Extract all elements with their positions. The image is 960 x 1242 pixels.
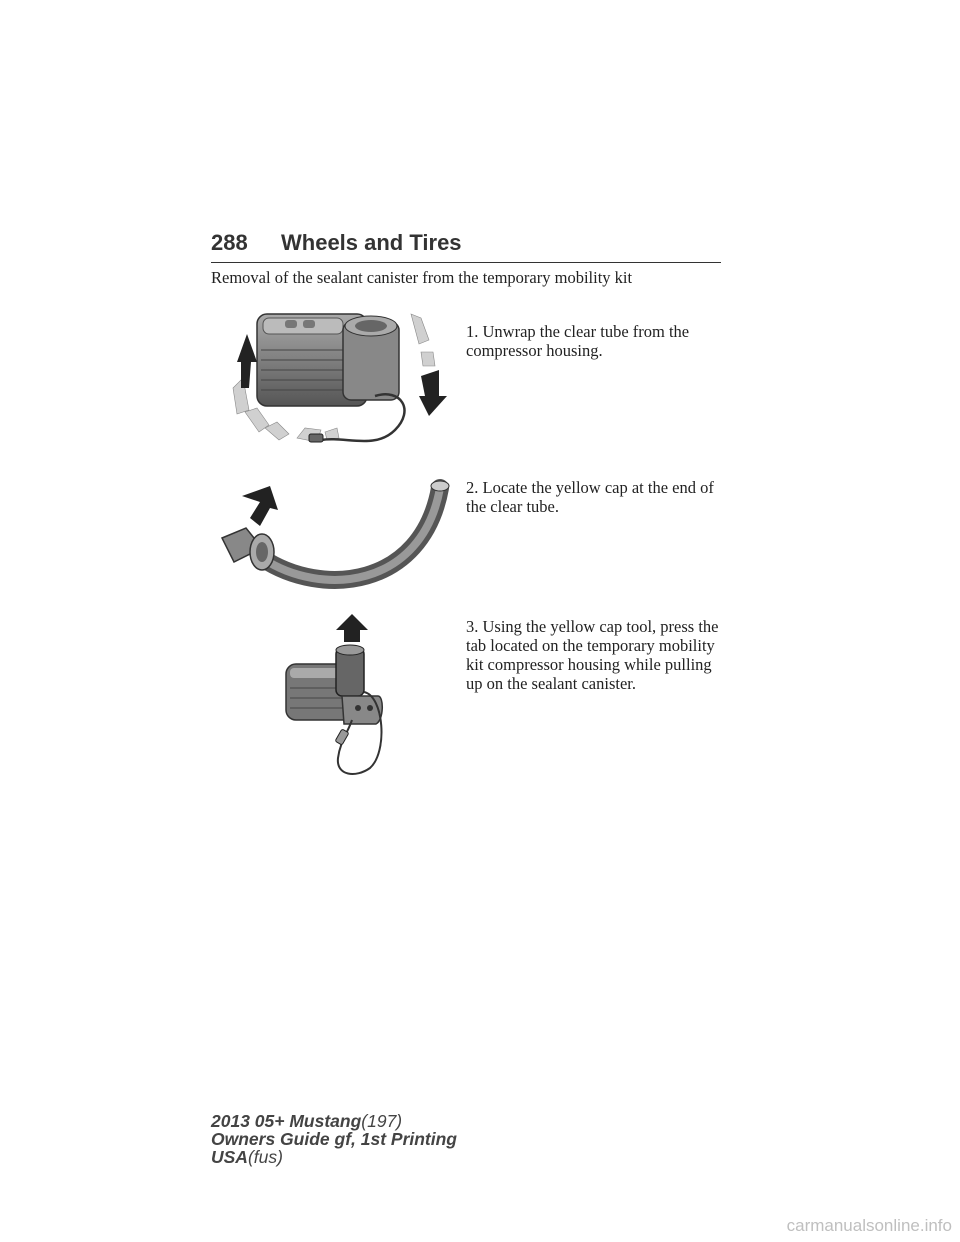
document-footer [211,1112,457,1166]
footer-model-code: (197) [361,1111,403,1131]
step-1-text: 1. Unwrap the clear tube from the compressor housing. [466,322,690,360]
page-number: 288 [211,230,248,255]
intro-text: Removal of the sealant canister from the temporary mobility kit [211,268,633,287]
compressor-unwrap-illustration [225,300,455,460]
footer-market-code: (fus) [247,1147,283,1167]
footer-model: 2013 05+ Mustang [211,1111,362,1131]
yellow-cap-tube-illustration [212,478,452,598]
page-header [211,228,721,263]
watermark: carmanualsonline.info [786,1216,952,1235]
footer-market: USA [211,1147,248,1167]
canister-removal-illustration [280,612,400,780]
footer-guide: Owners Guide gf, 1st Printing [211,1129,457,1149]
step-3-text: 3. Using the yellow cap tool, press the tab located on the temporary mobility kit compressor housing while pulling up on the sealant canister. [466,617,719,693]
step-2-text: 2. Locate the yellow cap at the end of the clear tube. [466,478,714,516]
section-title: Wheels and Tires [281,230,462,255]
